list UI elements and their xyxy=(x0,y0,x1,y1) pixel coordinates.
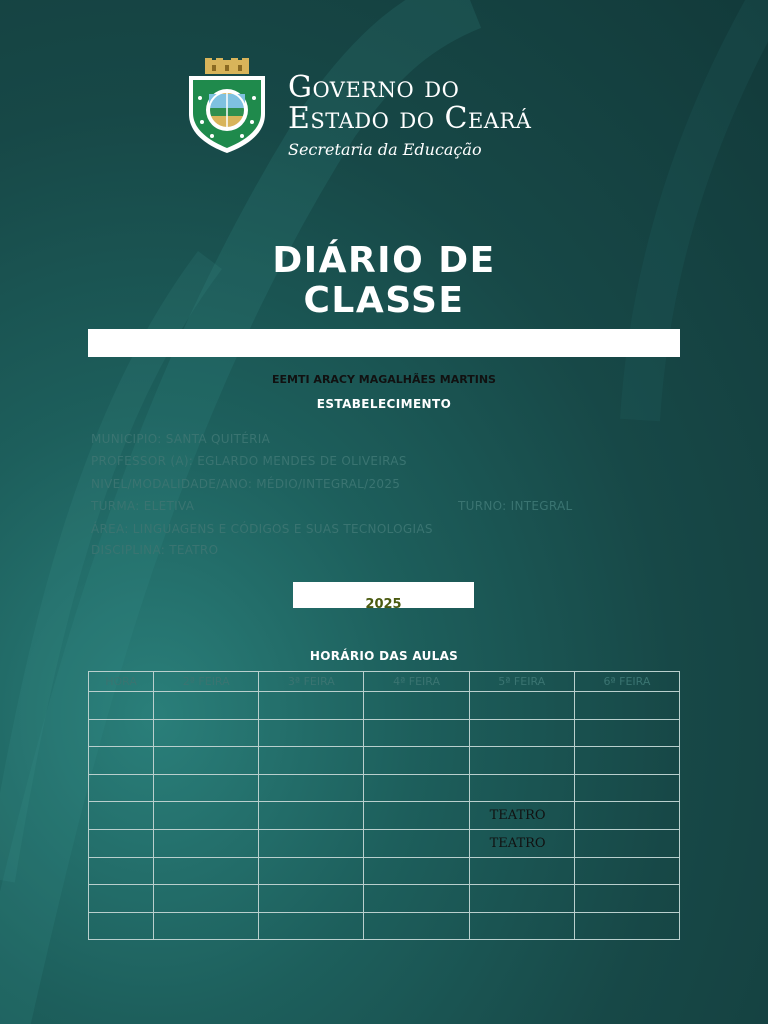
table-cell xyxy=(574,829,679,857)
schedule-title: HORÁRIO DAS AULAS xyxy=(309,649,459,663)
ceara-coat-of-arms-icon xyxy=(186,58,268,154)
table-cell xyxy=(574,692,679,720)
column-header-wednesday: 4ª FEIRA xyxy=(364,672,469,692)
table-cell xyxy=(469,747,574,775)
table-row xyxy=(89,719,680,747)
municipality-line: MUNICIPIO: SANTA QUITÉRIA xyxy=(91,432,271,446)
table-cell: TEATRO xyxy=(469,829,574,857)
table-cell xyxy=(259,802,364,830)
table-cell xyxy=(364,829,469,857)
table-cell xyxy=(364,719,469,747)
table-cell xyxy=(259,774,364,802)
table-cell xyxy=(89,885,154,913)
schedule-header-row xyxy=(89,672,680,692)
government-title-line1: Governo do xyxy=(288,70,460,105)
table-cell xyxy=(154,912,259,940)
column-header-monday: 2ª FEIRA xyxy=(154,672,259,692)
government-header xyxy=(186,58,586,168)
table-cell xyxy=(574,857,679,885)
table-row xyxy=(89,912,680,940)
document-title-line2: CLASSE xyxy=(303,280,465,321)
table-cell xyxy=(469,885,574,913)
table-cell xyxy=(574,747,679,775)
table-cell xyxy=(89,692,154,720)
document-title xyxy=(0,241,768,321)
table-cell xyxy=(364,857,469,885)
column-header-tuesday: 3ª FEIRA xyxy=(259,672,364,692)
table-cell xyxy=(574,774,679,802)
table-cell xyxy=(469,774,574,802)
government-title xyxy=(288,72,531,134)
education-secretariat: Secretaria da Educação xyxy=(288,140,482,159)
table-cell xyxy=(259,912,364,940)
table-row xyxy=(89,802,680,830)
level-line: NIVEL/MODALIDADE/ANO: MÉDIO/INTEGRAL/2025 xyxy=(91,477,401,491)
table-cell xyxy=(89,829,154,857)
table-cell xyxy=(259,719,364,747)
year-label: 2025 xyxy=(365,597,402,612)
table-cell xyxy=(154,747,259,775)
table-cell xyxy=(259,857,364,885)
table-cell xyxy=(154,857,259,885)
document-title-line1: DIÁRIO DE xyxy=(272,240,496,281)
table-cell xyxy=(364,692,469,720)
column-header-hora: HORA xyxy=(89,672,154,692)
table-cell xyxy=(259,885,364,913)
establishment-label: ESTABELECIMENTO xyxy=(316,397,452,411)
table-cell xyxy=(154,829,259,857)
schedule-table xyxy=(88,671,680,940)
table-cell xyxy=(154,885,259,913)
table-cell xyxy=(154,719,259,747)
area-line: ÁREA: LINGUAGENS E CÓDIGOS E SUAS TECNOLOGIAS xyxy=(91,522,433,536)
table-cell xyxy=(154,774,259,802)
table-cell xyxy=(574,885,679,913)
table-cell xyxy=(89,857,154,885)
column-header-friday: 6ª FEIRA xyxy=(574,672,679,692)
school-name: EEMTI ARACY MAGALHÃES MARTINS xyxy=(272,373,496,386)
government-title-line2: Estado do Ceará xyxy=(288,101,532,136)
table-cell xyxy=(154,802,259,830)
shift-line: TURNO: INTEGRAL xyxy=(458,499,573,513)
table-cell xyxy=(364,774,469,802)
table-cell xyxy=(469,692,574,720)
table-cell xyxy=(89,912,154,940)
schedule-body xyxy=(89,692,680,940)
class-line: TURMA: ELETIVA xyxy=(91,499,195,513)
table-row xyxy=(89,747,680,775)
column-header-thursday: 5ª FEIRA xyxy=(469,672,574,692)
title-underline-bar xyxy=(88,329,680,357)
table-cell xyxy=(89,774,154,802)
table-cell xyxy=(89,802,154,830)
table-row xyxy=(89,692,680,720)
table-row xyxy=(89,829,680,857)
table-cell xyxy=(469,719,574,747)
table-cell xyxy=(259,747,364,775)
table-cell xyxy=(364,802,469,830)
table-cell xyxy=(364,885,469,913)
table-cell xyxy=(574,802,679,830)
table-cell xyxy=(259,829,364,857)
table-cell xyxy=(89,747,154,775)
table-cell xyxy=(574,719,679,747)
table-cell xyxy=(364,912,469,940)
table-cell xyxy=(574,912,679,940)
table-cell xyxy=(469,912,574,940)
table-row xyxy=(89,857,680,885)
table-cell xyxy=(259,692,364,720)
table-cell xyxy=(364,747,469,775)
table-cell xyxy=(154,692,259,720)
professor-line: PROFESSOR (A): EGLARDO MENDES DE OLIVEIRAS xyxy=(91,454,407,468)
table-cell xyxy=(469,857,574,885)
table-row xyxy=(89,885,680,913)
table-row xyxy=(89,774,680,802)
subject-line: DISCIPLINA: TEATRO xyxy=(91,543,219,557)
table-cell: TEATRO xyxy=(469,802,574,830)
table-cell xyxy=(89,719,154,747)
